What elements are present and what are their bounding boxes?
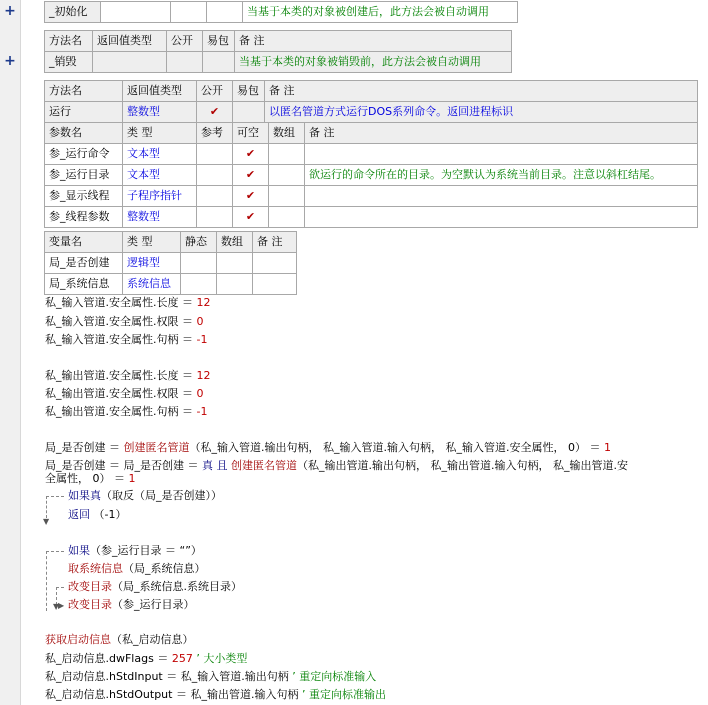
code-line[interactable]: 私_输出管道.安全属性.权限 ＝ 0 xyxy=(45,387,204,400)
col-method-name: 方法名 xyxy=(45,31,93,52)
arrow-down-icon: ▼ xyxy=(43,517,50,526)
init-method-remark[interactable]: 当基于本类的对象被创建后，此方法会被自动调用 xyxy=(243,2,518,23)
table-row[interactable]: 局_系统信息 系统信息 xyxy=(45,274,297,295)
expand-init-icon[interactable]: + xyxy=(4,3,16,19)
init-method-name[interactable]: _初始化 xyxy=(45,2,101,23)
code-line[interactable]: 私_输入管道.安全属性.权限 ＝ 0 xyxy=(45,315,204,328)
param-table xyxy=(44,122,698,228)
flow-line xyxy=(56,587,64,588)
flow-line xyxy=(46,551,47,611)
code-line[interactable]: 私_启动信息.hStdOutput ＝ 私_输出管道.输入句柄 ’ 重定向标准输出 xyxy=(45,688,386,701)
col-method-name: 方法名 xyxy=(45,81,123,102)
table-row[interactable]: 参_线程参数 整数型 ✔ xyxy=(45,207,698,228)
local-var-table xyxy=(44,231,297,295)
arrow-right-icon: ▶ xyxy=(58,601,65,610)
col-var-remark: 备 注 xyxy=(253,232,297,253)
flow-line xyxy=(46,496,47,518)
run-method-remark[interactable]: 以匿名管道方式运行DOS系列命令。返回进程标识 xyxy=(265,102,698,123)
col-return-type: 返回值类型 xyxy=(123,81,197,102)
table-row[interactable]: 参_运行目录 文本型 ✔ 欲运行的命令所在的目录。为空默认为系统当前目录。注意以斜杠结尾。 xyxy=(45,165,698,186)
check-icon[interactable]: ✔ xyxy=(233,186,269,207)
check-icon[interactable]: ✔ xyxy=(233,207,269,228)
col-return-type: 返回值类型 xyxy=(93,31,167,52)
code-line[interactable]: 私_输出管道.安全属性.长度 ＝ 12 xyxy=(45,369,211,382)
arrow-down-icon: ▼ xyxy=(53,602,60,611)
check-icon[interactable]: ✔ xyxy=(197,102,233,123)
check-icon[interactable]: ✔ xyxy=(233,144,269,165)
code-line[interactable]: 私_输出管道.安全属性.句柄 ＝ -1 xyxy=(45,405,208,418)
destroy-method-name[interactable]: _销毁 xyxy=(45,52,93,73)
col-easy-pack: 易包 xyxy=(233,81,265,102)
col-public: 公开 xyxy=(167,31,203,52)
col-public: 公开 xyxy=(197,81,233,102)
run-method-name[interactable]: 运行 xyxy=(45,102,123,123)
col-param-ref: 参考 xyxy=(197,123,233,144)
destroy-method-table xyxy=(44,30,512,73)
table-row[interactable]: 参_显示线程 子程序指针 ✔ xyxy=(45,186,698,207)
code-line[interactable]: 全属性， 0） ＝ 1 xyxy=(45,472,136,485)
flow-line xyxy=(46,551,64,552)
col-var-type: 类 型 xyxy=(123,232,181,253)
line-gutter xyxy=(0,0,21,705)
code-line[interactable]: 私_输入管道.安全属性.长度 ＝ 12 xyxy=(45,296,211,309)
col-param-remark: 备 注 xyxy=(305,123,698,144)
code-line[interactable]: 如果（参_运行目录 ＝ “”） xyxy=(68,544,202,557)
col-param-nullable: 可空 xyxy=(233,123,269,144)
code-line[interactable]: 如果真（取反（局_是否创建）） xyxy=(68,489,222,502)
run-method-table xyxy=(44,80,698,123)
code-line[interactable]: 返回 （-1） xyxy=(68,508,127,521)
code-line[interactable]: 局_是否创建 ＝ 局_是否创建 ＝ 真 且 创建匿名管道（私_输出管道.输出句柄， 私_输出管道.输入句柄， 私_输出管道.安 xyxy=(45,459,628,472)
flow-line xyxy=(46,496,64,497)
col-remark: 备 注 xyxy=(235,31,512,52)
run-return-type[interactable]: 整数型 xyxy=(123,102,197,123)
code-line[interactable]: 私_启动信息.hStdInput ＝ 私_输入管道.输出句柄 ’ 重定向标准输入 xyxy=(45,670,377,683)
code-line[interactable]: 私_输入管道.安全属性.句柄 ＝ -1 xyxy=(45,333,208,346)
table-row[interactable]: 参_运行命令 文本型 ✔ xyxy=(45,144,698,165)
expand-destroy-icon[interactable]: + xyxy=(4,53,16,69)
code-line[interactable]: 私_启动信息.dwFlags ＝ 257 ’ 大小类型 xyxy=(45,652,248,665)
code-line[interactable]: 局_是否创建 ＝ 创建匿名管道（私_输入管道.输出句柄， 私_输入管道.输入句柄， 私_输入管道.安全属性， 0） ＝ 1 xyxy=(45,441,611,454)
code-line[interactable]: 取系统信息（局_系统信息） xyxy=(68,562,206,575)
code-line[interactable]: 改变目录（局_系统信息.系统目录） xyxy=(68,580,242,593)
code-line[interactable]: 获取启动信息（私_启动信息） xyxy=(45,633,194,646)
col-var-name: 变量名 xyxy=(45,232,123,253)
destroy-method-remark[interactable]: 当基于本类的对象被销毁前，此方法会被自动调用 xyxy=(235,52,512,73)
init-method-table xyxy=(44,1,518,23)
col-param-array: 数组 xyxy=(269,123,305,144)
col-param-name: 参数名 xyxy=(45,123,123,144)
code-line[interactable]: 改变目录（参_运行目录） xyxy=(68,598,195,611)
check-icon[interactable]: ✔ xyxy=(233,165,269,186)
col-easy-pack: 易包 xyxy=(203,31,235,52)
col-var-static: 静态 xyxy=(181,232,217,253)
col-var-array: 数组 xyxy=(217,232,253,253)
col-param-type: 类 型 xyxy=(123,123,197,144)
col-remark: 备 注 xyxy=(265,81,698,102)
table-row[interactable]: 局_是否创建 逻辑型 xyxy=(45,253,297,274)
